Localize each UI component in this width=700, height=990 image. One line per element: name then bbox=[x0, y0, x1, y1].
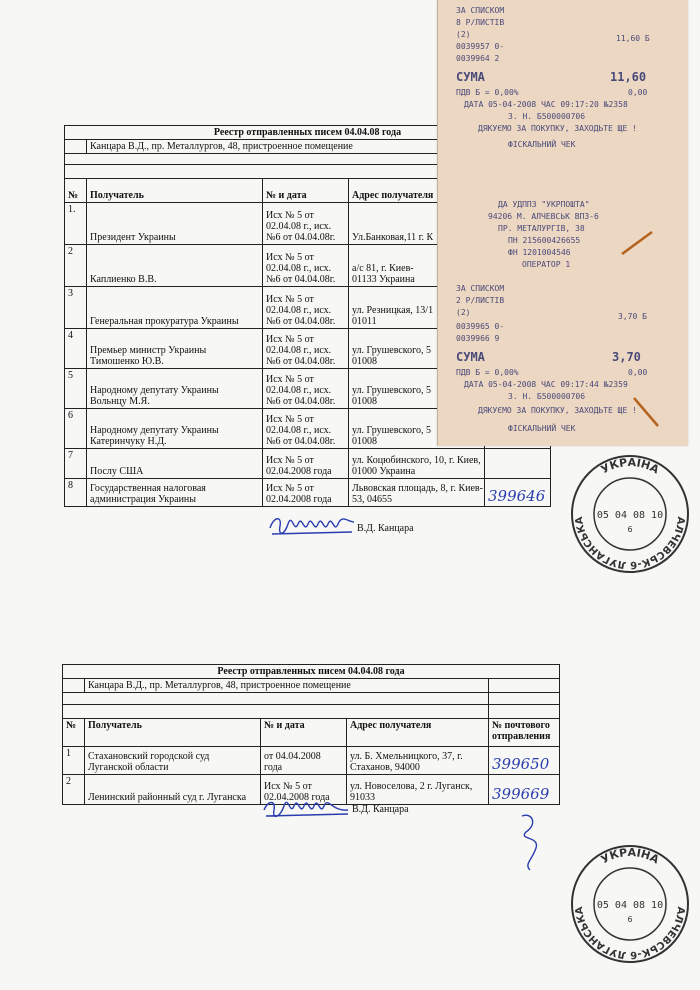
receipt-line: (2) bbox=[456, 30, 471, 39]
cell-line: Исх № 5 от bbox=[266, 294, 314, 305]
cell-line: 01000 Украина bbox=[352, 466, 416, 477]
receipt-line: 94206 М. АЛЧЕВСЬК ВПЗ-6 bbox=[488, 212, 599, 221]
receipt-line: З. Н. Б500000706 bbox=[508, 112, 586, 121]
receipt-line: ДАТА 05-04-2008 ЧАС 09:17:44 №2359 bbox=[464, 380, 628, 389]
cell-line: Исх № 5 от bbox=[266, 455, 314, 466]
cell-line: 01133 Украина bbox=[352, 274, 415, 285]
cell-ref bbox=[263, 479, 349, 507]
cell-line: 02.04.08 г., исх. bbox=[266, 305, 332, 316]
header-cell: № и дата bbox=[263, 179, 349, 203]
cell-ref bbox=[261, 747, 347, 775]
cell-n: 6 bbox=[65, 409, 87, 449]
cell-line: 02.04.08 г., исх. bbox=[266, 345, 332, 356]
receipt-line: 0,00 bbox=[628, 88, 648, 97]
cell-n: 2 bbox=[63, 775, 85, 805]
cell-line: 91033 bbox=[350, 792, 375, 803]
cell-line: №6 от 04.04.08г. bbox=[266, 436, 336, 447]
registry-table-2 bbox=[62, 664, 560, 805]
receipt-line: 3,70 Б bbox=[618, 312, 647, 321]
receipt-line: 0039964 2 bbox=[456, 54, 500, 63]
signature bbox=[262, 798, 352, 820]
cell-line: Премьер министр Украины bbox=[90, 345, 207, 356]
cell-line: Катеринчуку Н.Д. bbox=[90, 436, 167, 447]
cell-line: 01008 bbox=[352, 436, 377, 447]
receipt-line: ПДВ Б = 0,00% bbox=[456, 88, 519, 97]
receipt-sum: 3,70 bbox=[612, 350, 641, 364]
receipt-line: 0,00 bbox=[628, 368, 648, 377]
stamp-bottom-text: АЛЧЕВСЬК-6 ЛУГАНСЬКА bbox=[573, 515, 687, 571]
stamp-date: 05 04 08 10 bbox=[596, 510, 664, 521]
cell-line: Стахановский городской суд bbox=[88, 751, 210, 762]
staple-mark bbox=[618, 228, 658, 258]
cell-ref bbox=[263, 287, 349, 329]
stamp-top-text: УКРАЇНА bbox=[598, 455, 662, 477]
cell-ref bbox=[263, 245, 349, 287]
header-cell: № bbox=[65, 179, 87, 203]
cell-recipient bbox=[85, 747, 261, 775]
cell-line: Генеральная прокуратура Украины bbox=[90, 316, 239, 327]
cell-recipient bbox=[87, 409, 263, 449]
receipt-sum-label: СУМА bbox=[456, 350, 485, 364]
header-cell: № bbox=[63, 719, 85, 747]
cell-ref bbox=[263, 203, 349, 245]
cell-recipient bbox=[87, 449, 263, 479]
cell-line: 02.04.08 г., исх. bbox=[266, 221, 332, 232]
cell-n: 5 bbox=[65, 369, 87, 409]
cell-line: Государственная налоговая bbox=[90, 483, 206, 494]
cell-line: Исх № 5 от bbox=[264, 781, 312, 792]
cell-line: ул. Б. Хмельницкого, 37, г. bbox=[350, 751, 463, 762]
cell-line: 02.04.08 г., исх. bbox=[266, 385, 332, 396]
cell-line: Исх № 5 от bbox=[266, 414, 314, 425]
cell-line: 02.04.2008 года bbox=[266, 466, 332, 477]
signature-name: В.Д. Канцара bbox=[357, 523, 414, 534]
cell-n: 1. bbox=[65, 203, 87, 245]
cell-recipient bbox=[87, 245, 263, 287]
handwritten-mark bbox=[512, 810, 552, 872]
receipt-sum: 11,60 bbox=[610, 70, 647, 84]
receipt-line: ЗА СПИСКОМ bbox=[456, 6, 505, 15]
cell-line: Исх № 5 от bbox=[266, 334, 314, 345]
cell-line: ул. Грушевского, 5 bbox=[352, 385, 432, 396]
receipt-sum-label: СУМА bbox=[456, 70, 485, 84]
registry-sender: Канцара В.Д., пр. Металлургов, 48, пристроенное помещение bbox=[85, 679, 489, 693]
svg-text:УКРАЇНА bbox=[599, 456, 662, 477]
cell-line: ул. Грушевского, 5 bbox=[352, 425, 432, 436]
cell-recipient bbox=[87, 287, 263, 329]
cell-line: Вольнцу М.Я. bbox=[90, 396, 150, 407]
cell-post: 399646 bbox=[485, 479, 551, 507]
svg-text:АЛЧЕВСЬК-6 ЛУГАНСЬКА bbox=[574, 516, 686, 570]
table-row bbox=[65, 449, 551, 479]
cell-post: 399669 bbox=[489, 775, 560, 805]
cell-line: 02.04.2008 года bbox=[264, 792, 330, 803]
cell-recipient bbox=[85, 775, 261, 805]
cell-n: 4 bbox=[65, 329, 87, 369]
cell-line: администрация Украины bbox=[90, 494, 197, 505]
cell-line: 02.04.08 г., исх. bbox=[266, 425, 332, 436]
receipt-line: 11,60 Б bbox=[616, 34, 650, 43]
cell-line: №6 от 04.04.08г. bbox=[266, 316, 336, 327]
cell-post bbox=[485, 449, 551, 479]
cell-recipient bbox=[87, 203, 263, 245]
cell-addr bbox=[347, 775, 489, 805]
cell-recipient bbox=[87, 369, 263, 409]
receipt-line: (2) bbox=[456, 308, 471, 317]
svg-text:АЛЧЕВСЬК-6 ЛУГАНСЬКА bbox=[574, 906, 686, 960]
cell-line: ул. Грушевского, 5 bbox=[352, 345, 432, 356]
stamp-index: 6 bbox=[627, 915, 633, 924]
registry-title: Реестр отправленных писем 04.04.08 года bbox=[65, 126, 551, 140]
receipt-line: 2 Р/ЛИСТІВ bbox=[456, 296, 505, 305]
signature bbox=[268, 514, 358, 536]
cell-line: 53, 04655 bbox=[352, 494, 392, 505]
cell-line: №6 от 04.04.08г. bbox=[266, 396, 336, 407]
stamp-top-text: УКРАЇНА bbox=[598, 845, 662, 867]
cell-ref bbox=[263, 449, 349, 479]
cell-line: 01008 bbox=[352, 356, 377, 367]
cell-line: Каплиенко В.В. bbox=[90, 274, 157, 285]
receipt-line: ФН 1201004546 bbox=[508, 248, 571, 257]
cell-line: Исх № 5 от bbox=[266, 483, 314, 494]
receipt-line: ФІСКАЛЬНИЙ ЧЕК bbox=[508, 424, 576, 433]
header-cell: № почтового отправления bbox=[489, 719, 560, 747]
cell-line: ул. Коцюбинского, 10, г. Киев, bbox=[352, 455, 481, 466]
receipt-line: ДА УДППЗ "УКРПОШТА" bbox=[498, 200, 590, 209]
cell-line: Народному депутату Украины bbox=[90, 385, 219, 396]
stamp-bottom-text: АЛЧЕВСЬК-6 ЛУГАНСЬКА bbox=[573, 905, 687, 961]
cell-line: Ул.Банковая,11 г. К bbox=[352, 232, 434, 243]
cell-addr bbox=[349, 479, 485, 507]
cell-line: №6 от 04.04.08г. bbox=[266, 356, 336, 367]
cell-line: а/с 81, г. Киев- bbox=[352, 263, 414, 274]
cell-recipient bbox=[87, 479, 263, 507]
cell-line: Народному депутату Украины bbox=[90, 425, 219, 436]
cell-line: 01011 bbox=[352, 316, 377, 327]
receipt-line: ЗА СПИСКОМ bbox=[456, 284, 505, 293]
receipt-line: ДЯКУЄМО ЗА ПОКУПКУ, ЗАХОДЬТЕ ЩЕ ! bbox=[478, 406, 637, 415]
receipt-line: ОПЕРАТОР 1 bbox=[522, 260, 571, 269]
receipt-line: ДЯКУЄМО ЗА ПОКУПКУ, ЗАХОДЬТЕ ЩЕ ! bbox=[478, 124, 637, 133]
receipt-line: ПР. МЕТАЛУРГІВ, 38 bbox=[498, 224, 585, 233]
cell-n: 2 bbox=[65, 245, 87, 287]
receipt-line: ДАТА 05-04-2008 ЧАС 09:17:20 №2358 bbox=[464, 100, 628, 109]
cell-line: Президент Украины bbox=[90, 232, 176, 243]
receipt-line: ПН 215600426655 bbox=[508, 236, 581, 245]
cell-ref bbox=[263, 369, 349, 409]
cell-line: 02.04.08 г., исх. bbox=[266, 263, 332, 274]
cell-line: Исх № 5 от bbox=[266, 210, 314, 221]
cell-ref bbox=[263, 409, 349, 449]
cell-n: 8 bbox=[65, 479, 87, 507]
cell-line: от 04.04.2008 bbox=[264, 751, 321, 762]
stamp-index: 6 bbox=[627, 525, 633, 534]
receipt-line: ФІСКАЛЬНИЙ ЧЕК bbox=[508, 140, 576, 149]
cell-line: Луганской области bbox=[88, 762, 169, 773]
receipt-line: З. Н. Б500000706 bbox=[508, 392, 586, 401]
cell-line: Послу США bbox=[90, 466, 144, 477]
fiscal-receipt bbox=[437, 0, 688, 446]
header-cell: № и дата bbox=[261, 719, 347, 747]
cell-line: Львовская площадь, 8, г. Киев- bbox=[352, 483, 483, 494]
cell-recipient bbox=[87, 329, 263, 369]
postal-stamp bbox=[568, 452, 692, 576]
cell-line: Тимошенко Ю.В. bbox=[90, 356, 164, 367]
cell-ref bbox=[263, 329, 349, 369]
cell-line: Исх № 5 от bbox=[266, 374, 314, 385]
registry-sender: Канцара В.Д., пр. Металлургов, 48, пристроенное помещение bbox=[87, 140, 551, 154]
stamp-date: 05 04 08 10 bbox=[596, 900, 664, 911]
registry-title: Реестр отправленных писем 04.04.08 года bbox=[63, 665, 560, 679]
cell-n: 7 bbox=[65, 449, 87, 479]
table-header-row bbox=[63, 719, 560, 747]
cell-line: №6 от 04.04.08г. bbox=[266, 274, 336, 285]
cell-line: Ленинский районный суд г. Луганска bbox=[88, 792, 247, 803]
cell-addr bbox=[349, 449, 485, 479]
cell-line: ул. Новоселова, 2 г. Луганск, bbox=[350, 781, 473, 792]
receipt-line: ПДВ Б = 0,00% bbox=[456, 368, 519, 377]
receipt-line: 8 Р/ЛИСТІВ bbox=[456, 18, 505, 27]
cell-line: года bbox=[264, 762, 283, 773]
staple-mark bbox=[628, 392, 668, 432]
cell-line: 02.04.2008 года bbox=[266, 494, 332, 505]
cell-line: ул. Резницкая, 13/1 bbox=[352, 305, 434, 316]
cell-n: 1 bbox=[63, 747, 85, 775]
svg-text:УКРАЇНА bbox=[599, 846, 662, 867]
header-cell: Адрес получателя bbox=[347, 719, 489, 747]
cell-post: 399650 bbox=[489, 747, 560, 775]
table-row bbox=[65, 479, 551, 507]
header-cell: Адрес получателя bbox=[349, 179, 485, 203]
receipt-line: 0039965 0- bbox=[456, 322, 505, 331]
signature-name: В.Д. Канцара bbox=[352, 804, 409, 815]
cell-line: Стаханов, 94000 bbox=[350, 762, 420, 773]
header-cell: Получатель bbox=[87, 179, 263, 203]
cell-line: №6 от 04.04.08г. bbox=[266, 232, 336, 243]
cell-addr bbox=[347, 747, 489, 775]
cell-line: Исх № 5 от bbox=[266, 252, 314, 263]
receipt-line: 0039966 9 bbox=[456, 334, 500, 343]
header-cell: Получатель bbox=[85, 719, 261, 747]
cell-line: 01008 bbox=[352, 396, 377, 407]
cell-n: 3 bbox=[65, 287, 87, 329]
receipt-line: 0039957 0- bbox=[456, 42, 505, 51]
table-row bbox=[63, 747, 560, 775]
postal-stamp bbox=[568, 842, 692, 966]
